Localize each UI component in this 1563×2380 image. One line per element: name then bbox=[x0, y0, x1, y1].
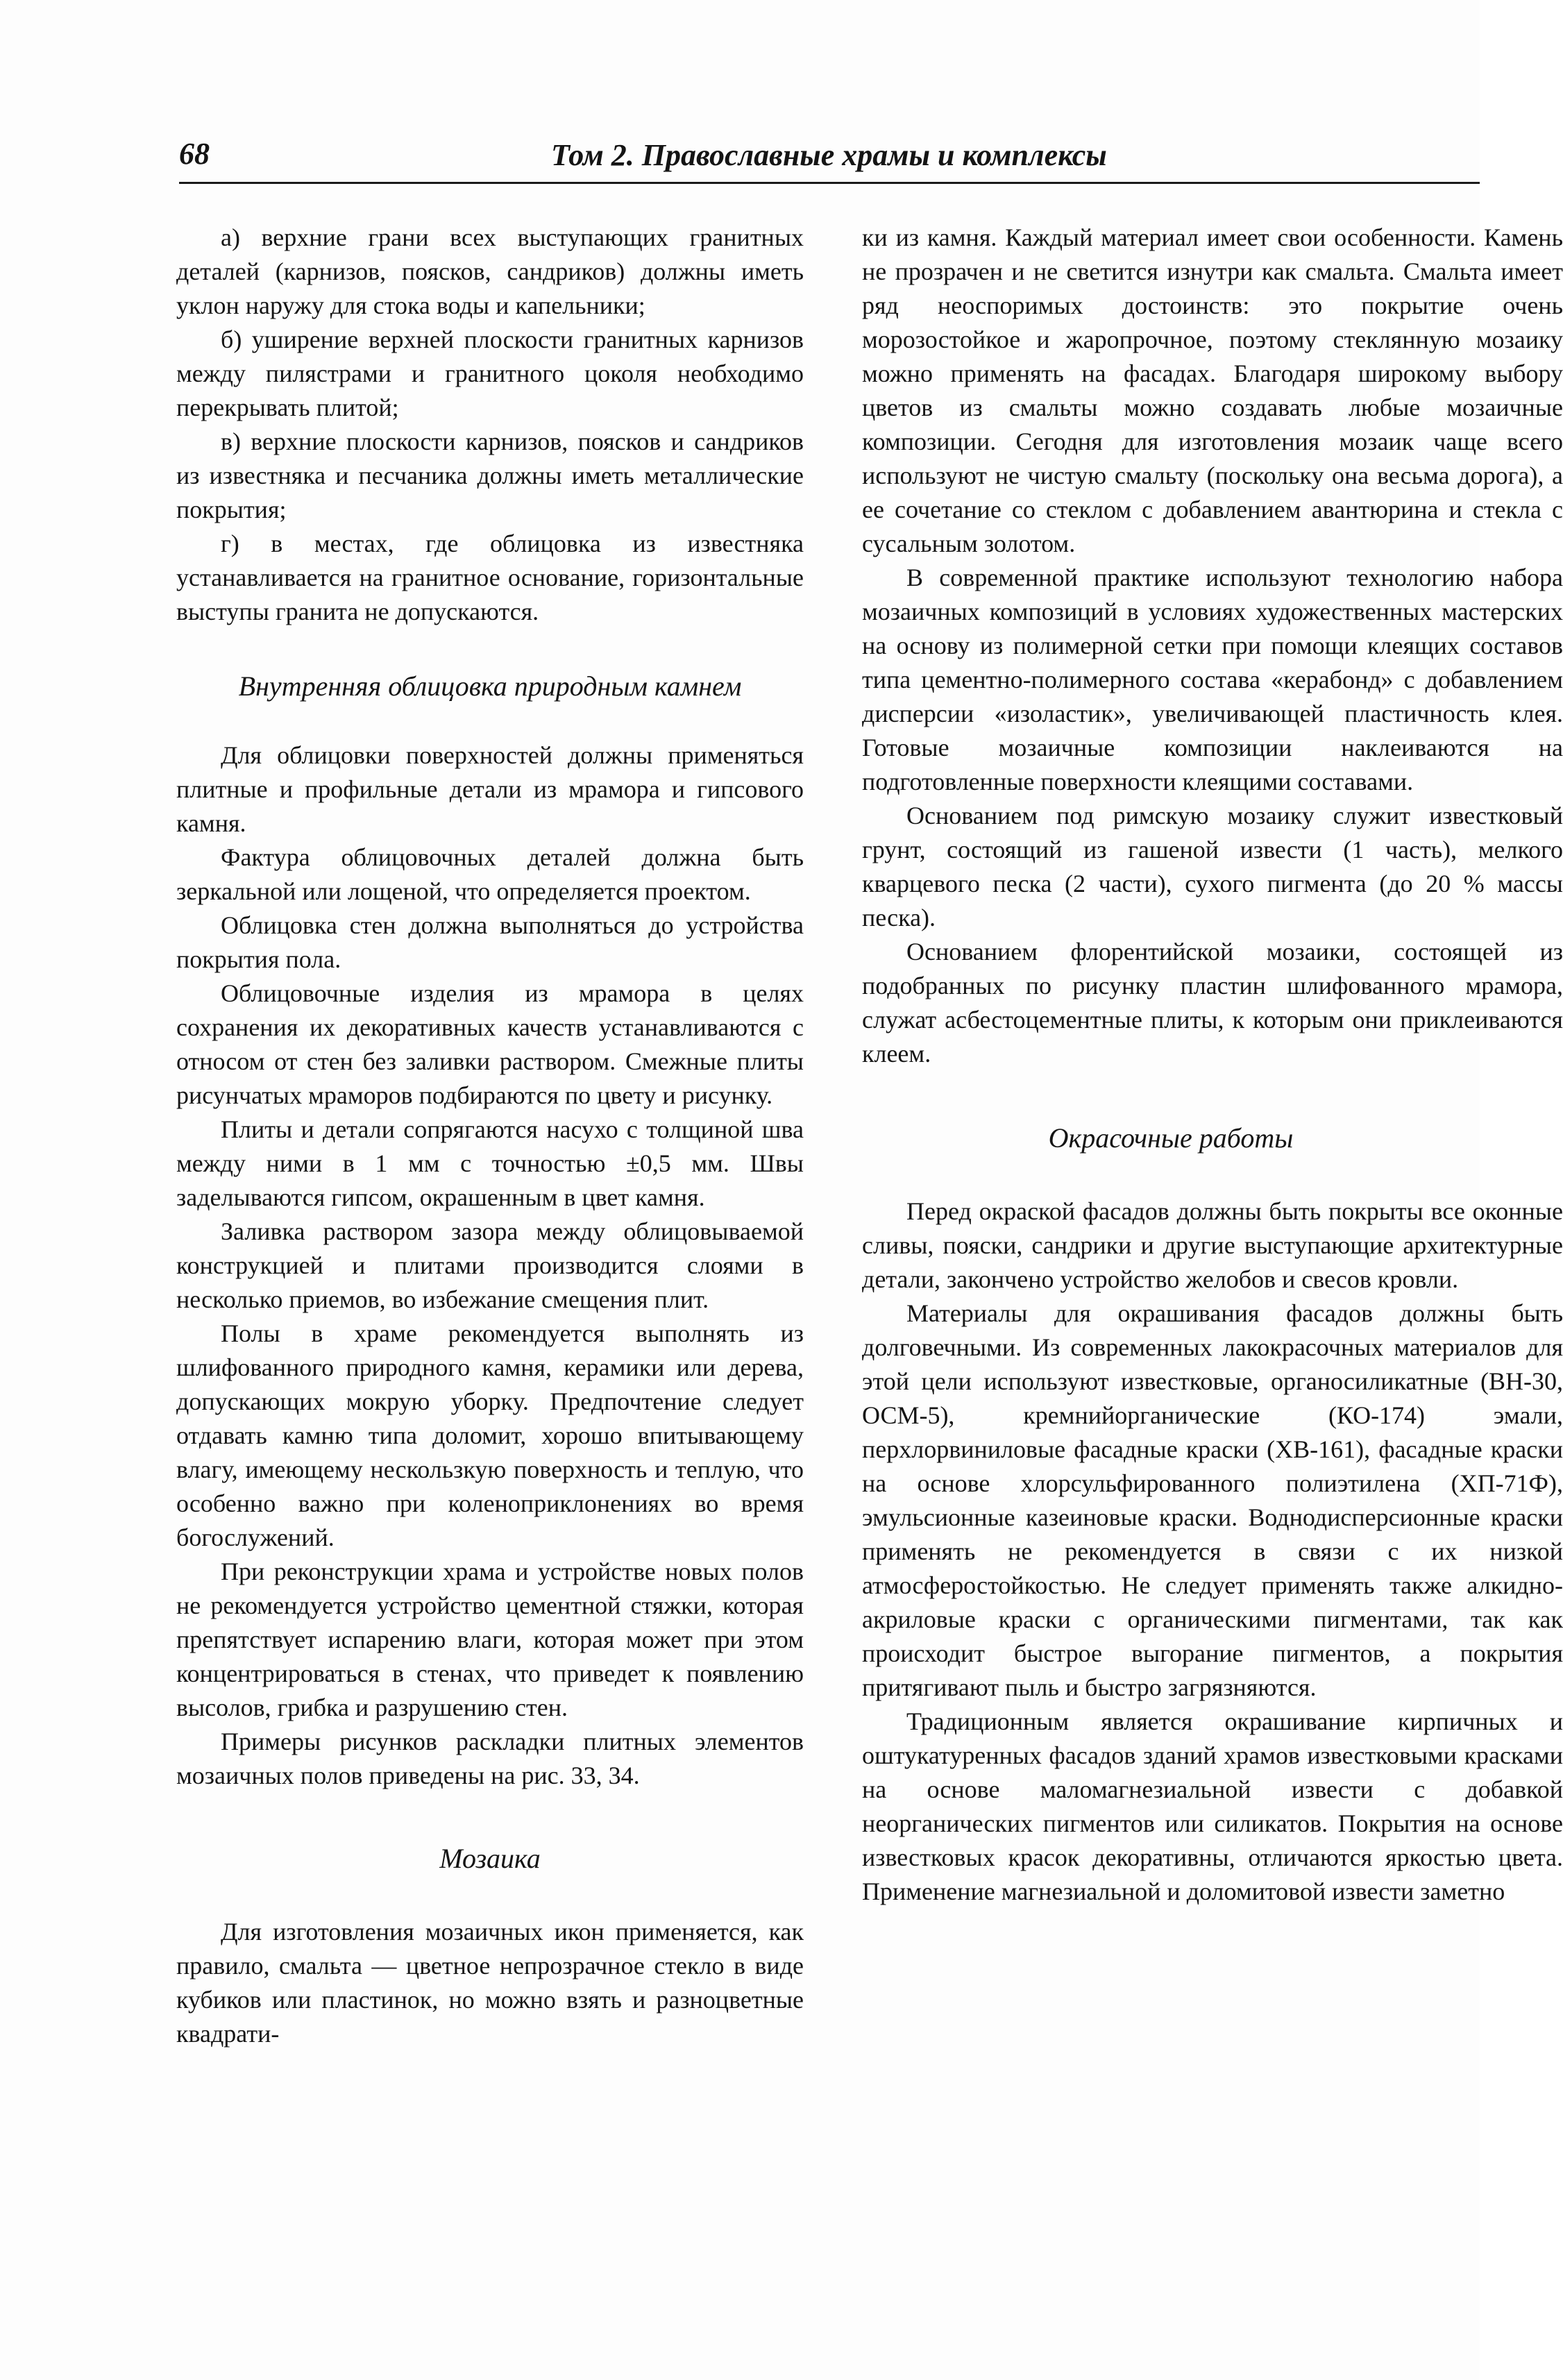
section-heading: Окрасочные работы bbox=[1048, 1122, 1294, 1154]
paragraph: В современной практике используют технологию набора мозаичных композиций в условиях художественных мастерских на основу из полимерной сетки при помощи клеящих составов типа цементно-полимерного состава «керабонд» с добавлением дисперсии «изоластик», увеличивающей пластичность клея. Готовые мозаичные композиции наклеиваются на подготовленные поверхности клеящими составами. bbox=[862, 564, 1563, 795]
paragraph: Облицовка стен должна выполняться до устройства покрытия пола. bbox=[176, 911, 804, 973]
running-title: Том 2. Православные храмы и комплексы bbox=[551, 138, 1107, 172]
header-rule bbox=[179, 182, 1480, 184]
paragraph: в) верхние плоскости карнизов, поясков и сандриков из известняка и песчаника должны иметь металлические покрытия; bbox=[176, 428, 804, 523]
paragraph: При реконструкции храма и устройстве новых полов не рекомендуется устройство цементной стяжки, которая препятствует испарению влаги, которая может при этом концентрироваться в стенах, что приведет к появлению высолов, грибка и разрушению стен. bbox=[176, 1558, 804, 1721]
paragraph: г) в местах, где облицовка из известняка устанавливается на гранитное основание, горизонтальные выступы гранита не допускаются. bbox=[176, 530, 804, 625]
paragraph: Материалы для окрашивания фасадов должны быть долговечными. Из современных лакокрасочных материалов для этой цели используют известковые, органосиликатные (ВН-30, ОСМ-5), кремнийорганические (КО-174) эмали, перхлорвиниловые фасадные краски (ХВ-161), фасадные краски на основе хлорсульфированного полиэтилена (ХП-71Ф), эмульсионные казеиновые краски. Воднодисперсионные краски применять не рекомендуется в связи с их низкой атмосферостойкостью. Не следует применять также алкидно-акриловые краски с органическими пигментами, так как происходит быстрое выгорание пигментов, а покрытия притягивают пыль и быстро загрязняются. bbox=[862, 1299, 1563, 1701]
paragraph: Полы в храме рекомендуется выполнять из шлифованного природного камня, керамики или дерева, допускающих мокрую уборку. Предпочтение следует отдавать камню типа доломит, хорошо впитывающему влагу, имеющему нескользкую поверхность и теплую, что особенно важно при коленоприклонениях во время богослужений. bbox=[176, 1319, 804, 1551]
paragraph: а) верхние грани всех выступающих гранитных деталей (карнизов, поясков, сандриков) должны иметь уклон наружу для стока воды и капельники; bbox=[176, 223, 804, 319]
paragraph: Традиционным является окрашивание кирпичных и оштукатуренных фасадов зданий храмов известковыми красками на основе маломагнезиальной извести с добавкой неорганических пигментов или силикатов. Покрытия на основе известковых красок декоративны, отличаются яркостью цвета. Применение магнезиальной и доломитовой извести заметно bbox=[862, 1707, 1563, 1905]
section-heading: Внутренняя облицовка природным камнем bbox=[238, 670, 742, 702]
paragraph: Перед окраской фасадов должны быть покрыты все оконные сливы, пояски, сандрики и другие выступающие архитектурные детали, закончено устройство желобов и свесов кровли. bbox=[862, 1197, 1563, 1293]
page-header bbox=[179, 136, 1480, 180]
paragraph: б) уширение верхней плоскости гранитных карнизов между пилястрами и гранитного цоколя необходимо перекрывать плитой; bbox=[176, 326, 804, 421]
right-column bbox=[862, 221, 1563, 2303]
page-number: 68 bbox=[179, 137, 210, 171]
paragraph: Для изготовления мозаичных икон применяется, как правило, смальта — цветное непрозрачное стекло в виде кубиков или пластинок, но можно взять и разноцветные квадрати- bbox=[176, 1918, 804, 2048]
paragraph: Плиты и детали сопрягаются насухо с толщиной шва между ними в 1 мм с точностью ±0,5 мм. Швы заделываются гипсом, окрашенным в цвет камня. bbox=[176, 1115, 804, 1211]
paragraph: Основанием под римскую мозаику служит известковый грунт, состоящий из гашеной извести (1 часть), мелкого кварцевого песка (2 части), сухого пигмента (до 20 % массы песка). bbox=[862, 802, 1563, 931]
paragraph: ки из камня. Каждый материал имеет свои особенности. Камень не прозрачен и не светится изнутри как смальта. Смальта имеет ряд неоспоримых достоинств: это покрытие очень морозостойкое и жаропрочное, поэтому стеклянную мозаику можно применять на фасадах. Благодаря широкому выбору цветов из смальты можно создавать любые мозаичные композиции. Сегодня для изготовления мозаик чаще всего используют не чистую смальту (поскольку она весьма дорога), а ее сочетание со стеклом с добавлением авантюрина и стекла с сусальным золотом. bbox=[862, 223, 1563, 557]
paragraph: Для облицовки поверхностей должны применяться плитные и профильные детали из мрамора и гипсового камня. bbox=[176, 741, 804, 837]
paragraph: Основанием флорентийской мозаики, состоящей из подобранных по рисунку пластин шлифованного мрамора, служат асбестоцементные плиты, к которым они приклеиваются клеем. bbox=[862, 938, 1563, 1067]
paragraph: Облицовочные изделия из мрамора в целях сохранения их декоративных качеств устанавливаются с относом от стен без заливки раствором. Смежные плиты рисунчатых мраморов подбираются по цвету и рисунку. bbox=[176, 979, 804, 1109]
paragraph: Примеры рисунков раскладки плитных элементов мозаичных полов приведены на рис. 33, 34. bbox=[176, 1728, 804, 1789]
section-heading: Мозаика bbox=[439, 1843, 541, 1874]
left-column bbox=[176, 221, 804, 2303]
paragraph: Фактура облицовочных деталей должна быть зеркальной или лощеной, что определяется проектом. bbox=[176, 843, 804, 905]
paragraph: Заливка раствором зазора между облицовываемой конструкцией и плитами производится слоями в несколько приемов, во избежание смещения плит. bbox=[176, 1217, 804, 1313]
